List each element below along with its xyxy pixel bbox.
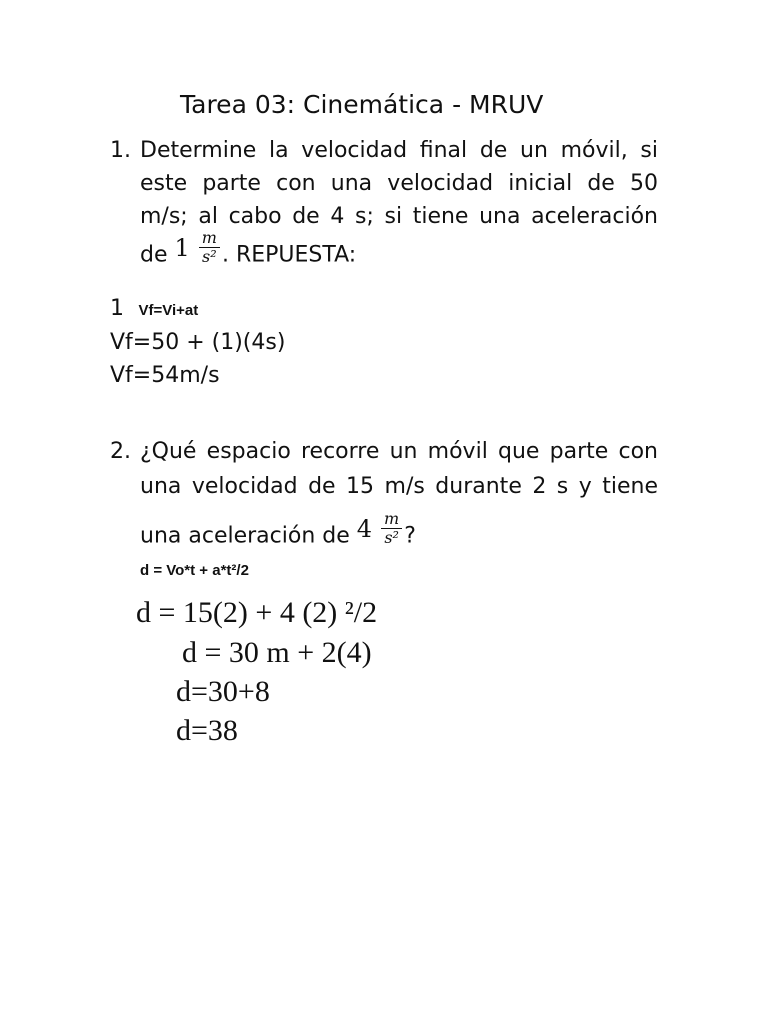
answer-2-formula: d = Vo*t + a*t²/2 bbox=[140, 562, 249, 579]
answer-2-step-4: d=38 bbox=[176, 714, 238, 747]
question-1-unit-denominator: s² bbox=[202, 247, 217, 266]
question-1-line-4-prefix: de bbox=[140, 242, 168, 268]
question-2-line-3-prefix: una aceleración de bbox=[140, 523, 350, 549]
question-2-line-3-suffix: ? bbox=[404, 523, 416, 549]
answer-1-number: 1 bbox=[110, 296, 124, 321]
question-2-number: 2. bbox=[110, 439, 131, 464]
answer-2-step-1: d = 15(2) + 4 (2) ²/2 bbox=[136, 596, 378, 629]
question-2-accel-unit bbox=[381, 511, 402, 546]
question-1-line-1: Determine la velocidad final de un móvil, si bbox=[140, 138, 658, 163]
answer-2-step-2: d = 30 m + 2(4) bbox=[182, 636, 372, 669]
question-2-accel-value: 4 bbox=[356, 514, 373, 543]
answer-1-step-1: Vf=50 + (1)(4s) bbox=[110, 330, 286, 355]
question-1-line-4 bbox=[140, 228, 357, 273]
question-1-line-2: este parte con una velocidad inicial de 50 bbox=[140, 171, 658, 196]
question-1-accel-value: 1 bbox=[174, 233, 190, 262]
question-2-line-3 bbox=[140, 509, 416, 554]
question-1-line-4-suffix: . REPUESTA: bbox=[221, 242, 357, 268]
question-1-line-3: m/s; al cabo de 4 s; si tiene una aceleración bbox=[140, 204, 658, 229]
answer-1-header bbox=[110, 296, 198, 321]
answer-1-step-2: Vf=54m/s bbox=[110, 363, 220, 388]
question-2-unit-denominator: s² bbox=[384, 528, 399, 547]
answer-2-step-3: d=30+8 bbox=[176, 675, 270, 708]
question-2-line-2: una velocidad de 15 m/s durante 2 s y tiene bbox=[140, 474, 658, 499]
question-2-line-1: ¿Qué espacio recorre un móvil que parte con bbox=[140, 439, 658, 464]
question-1-unit-numerator: m bbox=[199, 230, 220, 248]
question-2-unit-numerator: m bbox=[381, 511, 402, 529]
answer-1-formula: Vf=Vi+at bbox=[138, 302, 199, 319]
question-1-number: 1. bbox=[110, 138, 131, 163]
question-1-accel-unit bbox=[199, 230, 220, 265]
page-title: Tarea 03: Cinemática - MRUV bbox=[180, 90, 544, 119]
